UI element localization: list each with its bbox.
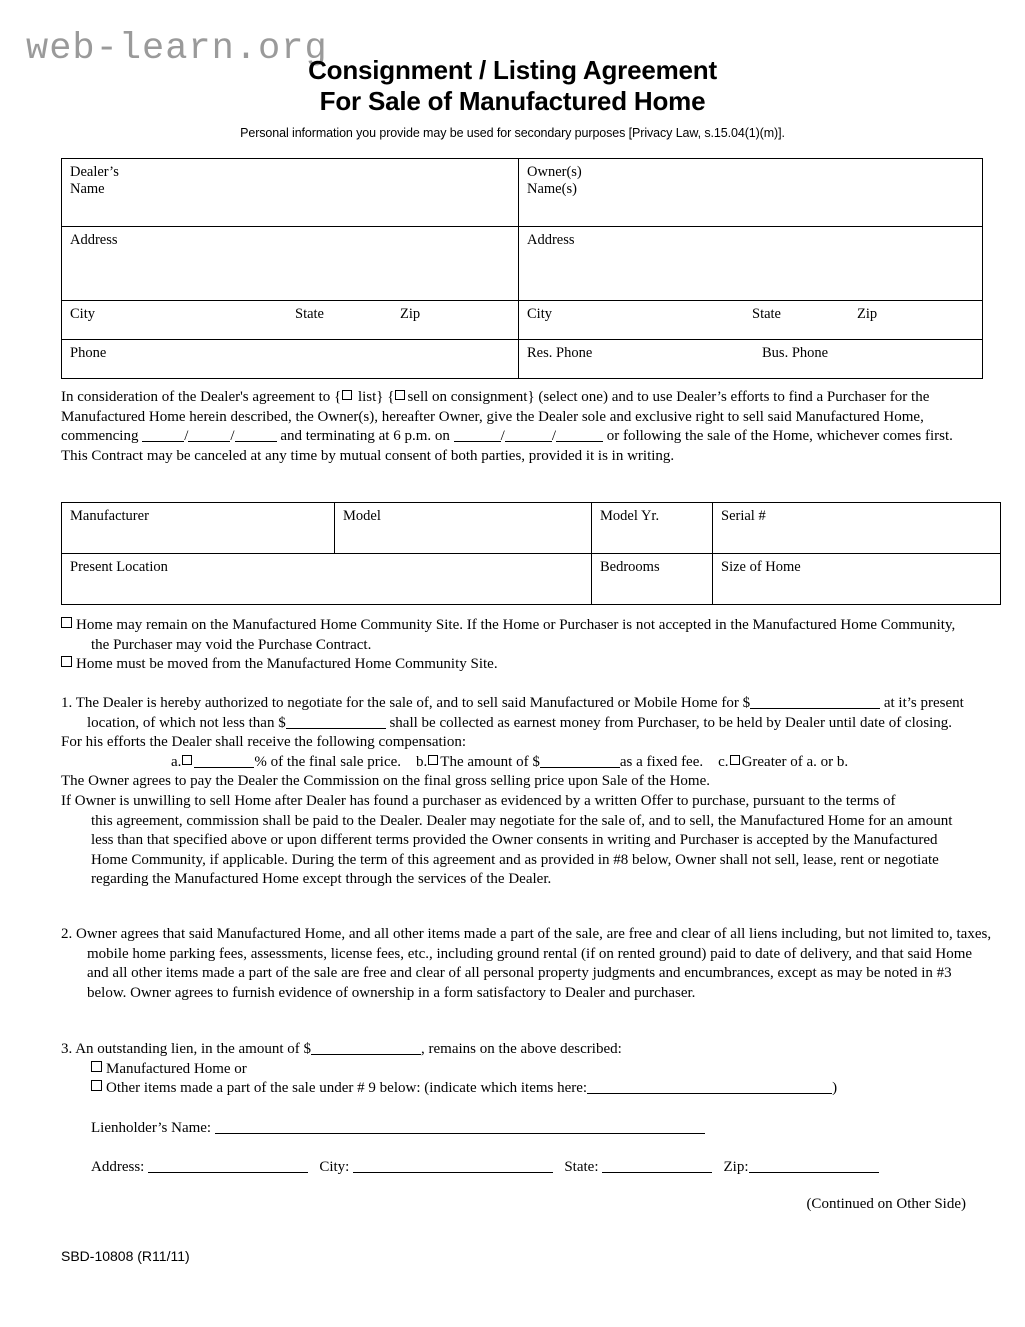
- owner-name-cell[interactable]: [519, 159, 983, 227]
- sell-on-consignment-checkbox[interactable]: [395, 390, 405, 400]
- option-b-checkbox[interactable]: [428, 755, 438, 765]
- site-option-remain-label: Home may remain on the Manufactured Home Community Site. If the Home or Purchaser is not accepted in the Manufactured Home Community, the Purchaser may void the Purchase Contract.: [76, 617, 956, 653]
- page-title-line-1: Consignment / Listing Agreement: [308, 55, 717, 85]
- state-blank[interactable]: [602, 1172, 712, 1173]
- form-number: SBD-10808 (R11/11): [61, 1248, 190, 1264]
- earnest-money-blank[interactable]: [286, 728, 386, 729]
- table-row: [62, 227, 983, 301]
- lien-amount-blank[interactable]: [311, 1054, 421, 1055]
- unwilling-line-1: If Owner is unwilling to sell Home after Dealer has found a purchaser as evidenced by a written Offer to purchase, pursuant to the terms of: [61, 792, 896, 809]
- option-c-label: c.: [718, 753, 729, 770]
- bedrooms-cell[interactable]: [592, 554, 713, 605]
- owner-name-label-line1: Owner(s): [527, 164, 582, 180]
- option-b-label: b.: [416, 753, 428, 770]
- sale-price-blank[interactable]: [750, 708, 880, 709]
- model-year-label: Model Yr.: [600, 508, 660, 524]
- home-may-remain-checkbox[interactable]: [61, 617, 72, 628]
- manufacturer-cell[interactable]: [62, 503, 335, 554]
- commission-line: The Owner agrees to pay the Dealer the Commission on the final gross selling price upon Sale of the Home.: [61, 773, 710, 790]
- section-3-lead: [61, 1040, 966, 1060]
- consideration-paragraph: [61, 388, 966, 466]
- section-2: [61, 925, 992, 1003]
- percent-blank[interactable]: [194, 767, 254, 768]
- section-3-text-2: , remains on the above described:: [421, 1041, 622, 1057]
- manufacturer-label: Manufacturer: [70, 508, 149, 524]
- present-location-cell[interactable]: [62, 554, 592, 605]
- terminate-year-blank[interactable]: [556, 441, 603, 442]
- section-3-number: 3.: [61, 1041, 73, 1057]
- dealer-address-label: Address: [70, 232, 118, 248]
- site-option-moved[interactable]: [61, 655, 966, 675]
- city-label: City:: [319, 1159, 350, 1176]
- dealer-city-state-zip-cell[interactable]: [62, 301, 519, 340]
- zip-blank[interactable]: [749, 1172, 879, 1173]
- slash-3: /: [500, 428, 505, 445]
- lien-option-manufactured-home[interactable]: [61, 1060, 966, 1080]
- model-cell[interactable]: [335, 503, 592, 554]
- site-options-group: [61, 616, 966, 675]
- consideration-text-2: list} {: [354, 389, 395, 405]
- terminate-month-blank[interactable]: [454, 441, 501, 442]
- unwilling-line-2: this agreement, commission shall be paid to the Dealer. Dealer may negotiate for the sale of, and to sell, the Manufactured Home for an amount less than that specified above or upon different terms provided the Owner consents in writing and Purchaser is accepted by the Manufactured Home Community, if applicable. During the term of this agreement and as provided in #8 below, Owner shall not sell, lease, rent or negotiate regarding the Manufactured Home except through the services of the Dealer.: [91, 812, 953, 888]
- privacy-notice: Personal information you provide may be used for secondary purposes [Privacy Law, s.15.04(1)(m)].: [240, 126, 785, 140]
- section-1-text-b: at it’s present location, of which not less than $: [87, 695, 964, 731]
- document-header: [0, 55, 1025, 140]
- owner-res-phone-label: Res. Phone: [527, 345, 593, 361]
- owner-name-label-line2: Name(s): [527, 181, 577, 197]
- commence-day-blank[interactable]: [188, 441, 230, 442]
- dealer-zip-label: Zip: [400, 306, 421, 322]
- section-2-number: 2.: [61, 926, 73, 942]
- state-label: State:: [564, 1159, 599, 1176]
- city-blank[interactable]: [353, 1172, 553, 1173]
- owner-bus-phone-label: Bus. Phone: [762, 345, 829, 361]
- address-blank[interactable]: [148, 1172, 308, 1173]
- present-location-label: Present Location: [70, 559, 168, 575]
- serial-number-cell[interactable]: [713, 503, 1001, 554]
- table-row: [62, 503, 1001, 554]
- section-2-text: Owner agrees that said Manufactured Home, and all other items made a part of the sale, are free and clear of all liens including, but not limited to, taxes, mobile home parking fees, assessments, license fees, etc., including ground rental (if on rented ground) paid to date of delivery, and that said Home and all other items made a part of the sale are free and clear of all personal property judgments and encumbrances, except as may be noted in #3 below. Owner agrees to furnish evidence of ownership in a form satisfactory to Dealer and purchaser.: [76, 926, 992, 1001]
- section-1-number: 1.: [61, 695, 73, 711]
- address-label: Address:: [91, 1159, 145, 1176]
- dealer-phone-cell[interactable]: [62, 340, 519, 379]
- slash-4: /: [551, 428, 556, 445]
- option-b-text-1: The amount of $: [440, 753, 540, 770]
- option-c-checkbox[interactable]: [730, 755, 740, 765]
- dealer-name-label-line2: Name: [70, 181, 105, 197]
- option-a-checkbox[interactable]: [182, 755, 192, 765]
- section-3: [61, 1040, 966, 1178]
- home-must-be-moved-checkbox[interactable]: [61, 656, 72, 667]
- table-row: [62, 340, 983, 379]
- list-checkbox[interactable]: [342, 390, 352, 400]
- serial-number-label: Serial #: [721, 508, 766, 524]
- section-1-text-c: shall be collected as earnest money from Purchaser, to be held by Dealer until date of closing.: [389, 714, 953, 731]
- page-title-line-2: For Sale of Manufactured Home: [319, 86, 706, 116]
- compensation-intro: For his efforts the Dealer shall receive the following compensation:: [61, 734, 467, 751]
- consideration-text-3: sell on consignment} (select one) and to use Dealer’s efforts to find a Purchaser for the Manufactured Home herein described, the Owner(s), hereafter Owner, give the Dealer sole and exclusive right to sell said Manufactured Home, commencing: [61, 389, 930, 445]
- other-items-checkbox[interactable]: [91, 1080, 102, 1091]
- site-option-moved-label: Home must be moved from the Manufactured Home Community Site.: [76, 656, 498, 673]
- lien-option-2-close: ): [832, 1080, 838, 1097]
- manufactured-home-checkbox[interactable]: [91, 1061, 102, 1072]
- lien-option-2-label: Other items made a part of the sale under # 9 below: (indicate which items here:: [106, 1080, 588, 1097]
- fixed-fee-blank[interactable]: [540, 767, 620, 768]
- dealer-name-cell[interactable]: [62, 159, 519, 227]
- lienholder-address-row: [61, 1158, 966, 1178]
- consideration-text-1: In consideration of the Dealer's agreement to {: [61, 389, 342, 405]
- option-c-text: Greater of a. or b.: [741, 753, 849, 770]
- lienholder-name-label: Lienholder’s Name:: [91, 1119, 212, 1136]
- option-a-label: a.: [171, 753, 182, 770]
- which-items-blank[interactable]: [587, 1093, 832, 1094]
- owner-city-state-zip-cell[interactable]: [519, 301, 983, 340]
- owner-address-label: Address: [527, 232, 575, 248]
- dealer-phone-label: Phone: [70, 345, 107, 361]
- consideration-text-4: and terminating at 6 p.m. on: [280, 428, 450, 445]
- option-a-text: % of the final sale price.: [254, 753, 402, 770]
- section-1: [61, 694, 966, 890]
- owner-phone-cell[interactable]: [519, 340, 983, 379]
- owner-zip-label: Zip: [857, 306, 878, 322]
- site-option-remain[interactable]: [61, 616, 966, 655]
- section-1-lead: [61, 694, 966, 733]
- slash-1: /: [184, 428, 189, 445]
- owner-address-cell[interactable]: [519, 227, 983, 301]
- bedrooms-label: Bedrooms: [600, 559, 660, 575]
- zip-label: Zip:: [723, 1159, 749, 1176]
- commence-year-blank[interactable]: [235, 441, 277, 442]
- contact-info-table: [61, 158, 983, 379]
- dealer-name-label-line1: Dealer’s: [70, 164, 119, 180]
- terminate-day-blank[interactable]: [505, 441, 552, 442]
- web-learn-watermark: web-learn.org: [26, 28, 328, 70]
- model-year-cell[interactable]: [592, 503, 713, 554]
- option-b-text-2: as a fixed fee.: [619, 753, 704, 770]
- section-1-text-a: The Dealer is hereby authorized to negotiate for the sale of, and to sell said Manufactured or Mobile Home for $: [75, 695, 751, 711]
- size-of-home-label: Size of Home: [721, 559, 801, 575]
- section-3-text-1: An outstanding lien, in the amount of $: [75, 1041, 311, 1057]
- lien-option-1-label: Manufactured Home or: [106, 1060, 247, 1077]
- home-description-table: [61, 502, 1001, 605]
- table-row: [62, 554, 1001, 605]
- size-of-home-cell[interactable]: [713, 554, 1001, 605]
- dealer-address-cell[interactable]: [62, 227, 519, 301]
- compensation-options: [61, 753, 966, 773]
- slash-2: /: [230, 428, 235, 445]
- model-label: Model: [343, 508, 381, 524]
- table-row: [62, 301, 983, 340]
- owner-city-label: City: [527, 306, 552, 322]
- consideration-text-5: or following the sale of the Home, whichever comes first. This Contract may be canceled at any time by mutual consent of both parties, provided it is in writing.: [61, 428, 953, 464]
- dealer-city-label: City: [70, 306, 95, 322]
- table-row: [62, 159, 983, 227]
- lienholder-name-row: [61, 1119, 966, 1139]
- owner-state-label: State: [752, 306, 781, 322]
- lienholder-name-blank[interactable]: [215, 1133, 705, 1134]
- dealer-state-label: State: [295, 306, 324, 322]
- continued-note: (Continued on Other Side): [806, 1196, 966, 1212]
- lien-option-other-items[interactable]: [61, 1079, 966, 1099]
- commence-month-blank[interactable]: [142, 441, 184, 442]
